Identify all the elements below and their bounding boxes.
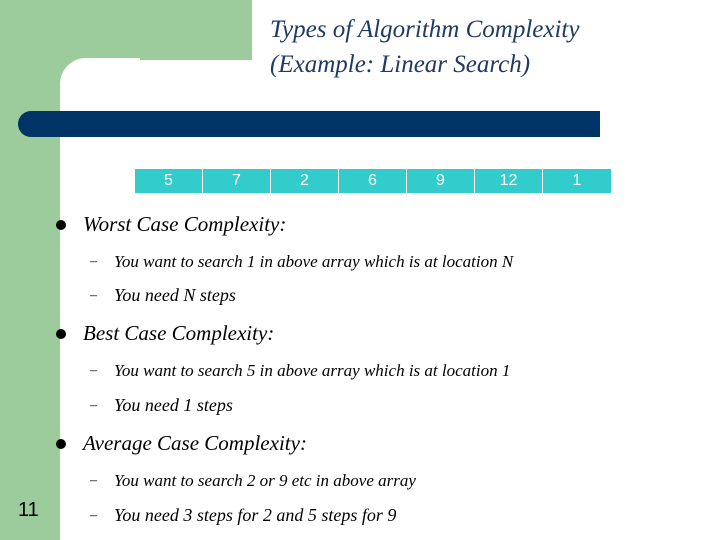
array-cell: 5 xyxy=(135,169,203,193)
dash-icon: – xyxy=(90,254,97,269)
item-text: You want to search 2 or 9 etc in above array xyxy=(114,471,416,490)
page-number: 11 xyxy=(18,499,39,521)
bullet-dot-icon xyxy=(56,439,66,449)
bullet-dot-icon xyxy=(56,220,66,230)
item-text: You want to search 1 in above array which is at location N xyxy=(114,252,514,271)
title-line-2: (Example: Linear Search) xyxy=(270,51,531,78)
array-cell: 9 xyxy=(407,169,475,193)
heading-text: Best Case Complexity: xyxy=(83,321,275,345)
dash-icon: – xyxy=(90,287,97,303)
heading-text: Worst Case Complexity: xyxy=(83,212,287,236)
heading-text: Average Case Complexity: xyxy=(83,431,307,455)
dash-icon: – xyxy=(90,397,97,413)
title-line-1: Types of Algorithm Complexity xyxy=(270,16,580,43)
item-text: You want to search 5 in above array which is at location 1 xyxy=(114,361,511,380)
item-text: You need 1 steps xyxy=(114,395,233,415)
example-array xyxy=(135,169,611,193)
slide-title xyxy=(270,12,579,82)
item-text: You need N steps xyxy=(114,285,236,305)
best-case-heading xyxy=(56,321,274,346)
side-decor-band xyxy=(0,0,60,540)
array-cell: 12 xyxy=(475,169,543,193)
best-case-item-1 xyxy=(90,361,510,381)
array-cell: 1 xyxy=(543,169,611,193)
worst-case-heading xyxy=(56,212,286,237)
dash-icon: – xyxy=(90,363,97,378)
top-decor-band xyxy=(60,0,252,60)
worst-case-item-1 xyxy=(90,252,513,272)
array-cell: 2 xyxy=(271,169,339,193)
average-case-item-2 xyxy=(90,505,396,526)
array-cell: 6 xyxy=(339,169,407,193)
dash-icon: – xyxy=(90,507,97,523)
dash-icon: – xyxy=(90,473,97,488)
item-text: You need 3 steps for 2 and 5 steps for 9 xyxy=(114,505,397,525)
average-case-item-1 xyxy=(90,471,416,491)
worst-case-item-2 xyxy=(90,285,236,306)
array-cell: 7 xyxy=(203,169,271,193)
title-rule-bar xyxy=(18,111,600,137)
bullet-dot-icon xyxy=(56,329,66,339)
best-case-item-2 xyxy=(90,395,233,416)
average-case-heading xyxy=(56,431,307,456)
